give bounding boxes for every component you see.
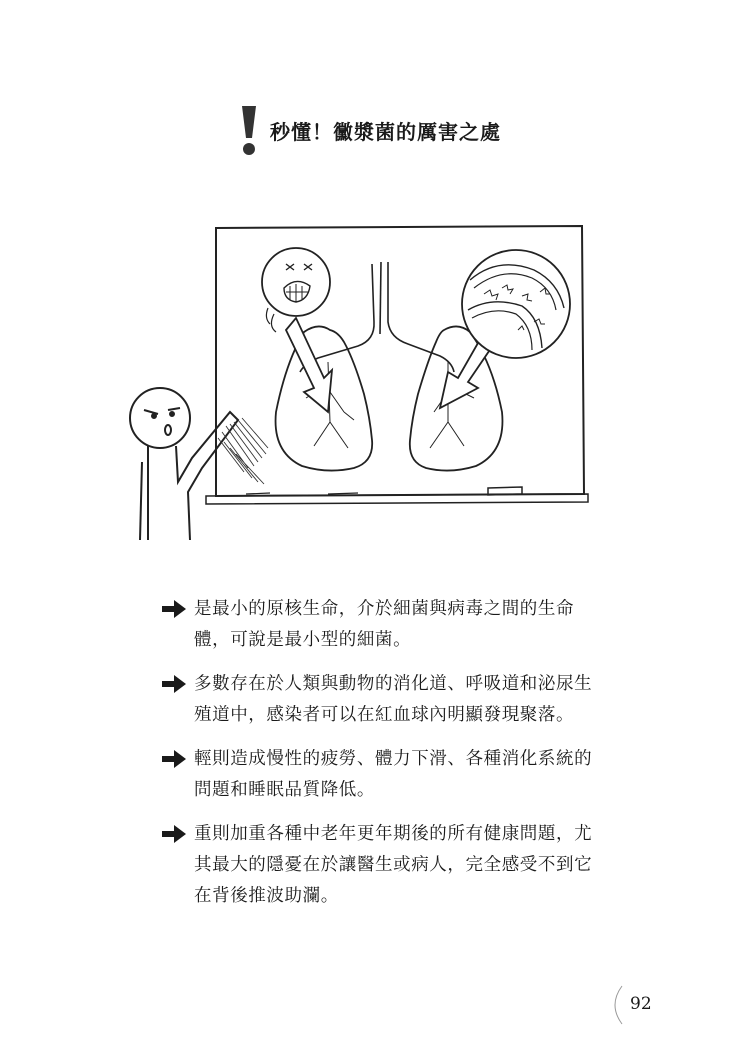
lung-blackboard-illustration [118,222,596,540]
page-title: 秒懂！黴漿菌的厲害之處 [270,119,501,144]
bullet-text: 輕則造成慢性的疲勞、體力下滑、各種消化系統的問題和睡眠品質降低。 [194,749,593,800]
title-block [238,104,501,156]
page-number: 92 [630,994,652,1014]
arrow-to-left-lung [286,318,332,412]
arrow-right-icon [160,673,188,695]
arrow-right-icon [160,598,188,620]
page-number-arc [606,984,626,1026]
arrow-right-icon [160,823,188,845]
list-item [160,669,600,731]
exclamation-icon [238,104,260,156]
bullet-list [160,594,600,925]
list-item [160,744,600,806]
stick-figure [130,388,238,540]
scribble-shading [218,418,268,484]
magnified-bacteria-circle [462,250,570,358]
list-item [160,819,600,912]
list-item [160,594,600,656]
arrow-right-icon [160,748,188,770]
bullet-text: 重則加重各種中老年更年期後的所有健康問題，尤其最大的隱憂在於讓醫生或病人，完全感受不到它在背後推波助瀾。 [194,824,593,906]
bullet-text: 多數存在於人類與動物的消化道、呼吸道和泌尿生殖道中，感染者可以在紅血球內明顯發現聚落。 [194,674,593,725]
bullet-text: 是最小的原核生命，介於細菌與病毒之間的生命體，可說是最小型的細菌。 [194,599,575,650]
